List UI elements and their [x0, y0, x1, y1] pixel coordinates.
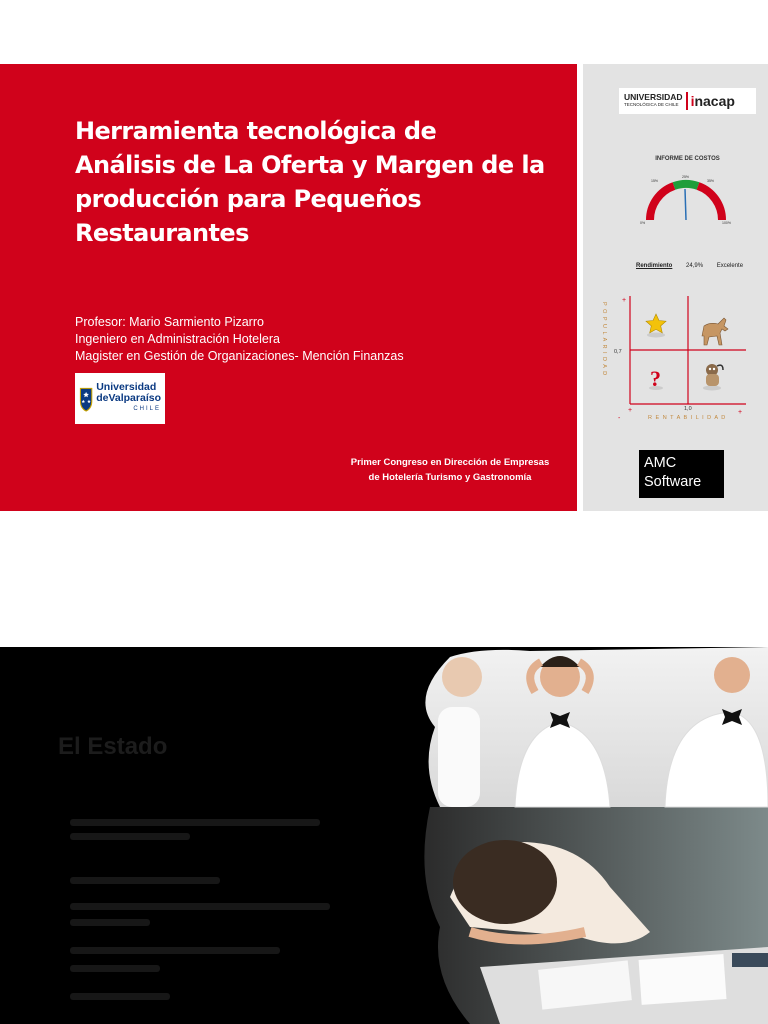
congress-line: Primer Congreso en Dirección de Empresas — [350, 457, 550, 468]
second-slide — [0, 647, 768, 1024]
slide-heading: El Estado — [58, 733, 168, 760]
professor-master: Magister en Gestión de Organizaciones- Mención Finanzas — [75, 349, 404, 363]
menu-engineering-matrix — [598, 292, 758, 427]
title-line: Análisis de La Oferta y Margen de la — [75, 151, 545, 179]
performance-readout — [636, 263, 743, 269]
universidad-valparaiso-logo — [75, 373, 165, 424]
dog-icon — [703, 364, 723, 391]
star-icon — [646, 314, 666, 338]
amc-line: AMC — [644, 455, 677, 471]
shield-icon — [79, 380, 93, 418]
faded-text-line — [70, 919, 150, 926]
gray-side-panel — [583, 64, 768, 511]
y-threshold: 0,7 — [614, 349, 622, 355]
gauge-tick: 100% — [722, 221, 731, 225]
professor-info — [75, 314, 404, 365]
origin-plus: + — [628, 407, 633, 414]
gauge-tick: 0% — [640, 221, 646, 225]
gauge-tick: 35% — [707, 179, 715, 183]
presentation-title — [75, 114, 545, 250]
faded-text-line — [70, 833, 190, 840]
professor-name: Profesor: Mario Sarmiento Pizarro — [75, 315, 264, 329]
y-axis-label: P O P U L A R I D A D — [601, 302, 607, 377]
waiter-figure — [438, 657, 482, 807]
logo-divider — [686, 92, 688, 110]
professor-degree: Ingeniero en Administración Hotelera — [75, 332, 280, 346]
faded-text-line — [70, 947, 280, 954]
inacap-brand: nacap — [694, 93, 735, 109]
congress-caption — [330, 455, 570, 485]
performance-label: Rendimiento — [636, 263, 673, 269]
cost-gauge — [636, 172, 736, 228]
faded-text-line — [70, 903, 330, 910]
inacap-i-mark: i — [690, 93, 695, 109]
uv-logo-line: Universidad — [96, 381, 157, 393]
uv-logo-country: CHILE — [133, 406, 161, 412]
title-line: Herramienta tecnológica de — [75, 117, 437, 145]
performance-rating: Excelente — [716, 263, 744, 269]
stressed-waiters-photo — [410, 647, 768, 1024]
x-axis-label: R E N T A B I L I D A D — [648, 415, 727, 421]
uv-logo-line: deValparaíso — [96, 392, 161, 404]
inacap-logo — [619, 88, 756, 114]
y-plus: + — [622, 297, 627, 304]
title-slide — [0, 64, 768, 511]
inacap-logo-subline: TECNOLÓGICA DE CHILE — [624, 102, 679, 107]
gauge-needle — [685, 189, 686, 220]
faded-text-line — [70, 965, 160, 972]
gauge-title: INFORME DE COSTOS — [655, 156, 720, 162]
question-mark-icon — [649, 366, 663, 391]
title-line: Restaurantes — [75, 219, 249, 247]
gauge-red-right — [698, 186, 722, 220]
gauge-tick: 15% — [651, 179, 659, 183]
gauge-tick: 25% — [682, 175, 690, 179]
inacap-logo-line: UNIVERSIDAD — [624, 92, 683, 102]
congress-line: de Hotelería Turismo y Gastronomía — [368, 472, 532, 483]
performance-value: 24,9% — [686, 263, 704, 269]
horse-icon — [702, 318, 728, 345]
faded-text-line — [70, 993, 170, 1000]
faded-text-line — [70, 819, 320, 826]
gauge-green-zone — [674, 184, 698, 186]
x-minus: - — [618, 415, 621, 422]
svg-text:?: ? — [650, 366, 661, 391]
title-line: producción para Pequeños — [75, 185, 422, 213]
gauge-red-left — [650, 186, 674, 220]
x-threshold: 1,0 — [684, 406, 692, 412]
x-plus: + — [738, 409, 743, 416]
faded-text-line — [70, 877, 220, 884]
amc-line: Software — [644, 474, 702, 490]
amc-software-logo — [639, 450, 724, 498]
